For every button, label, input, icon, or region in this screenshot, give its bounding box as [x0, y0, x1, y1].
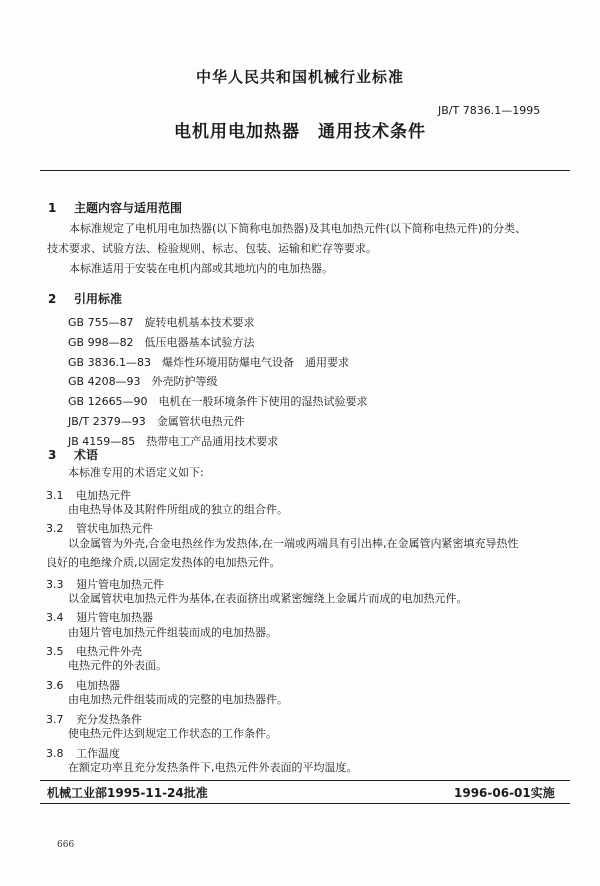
- reference-item: GB 998—82 低压电器基本试验方法: [68, 336, 255, 349]
- section-3-heading: 3 术语: [48, 448, 99, 462]
- title-sub: 通用技术条件: [318, 122, 426, 142]
- document-title: [0, 117, 600, 142]
- term-3-8-heading: 3.8 工作温度: [46, 747, 120, 760]
- reference-item: GB 755—87 旋转电机基本技术要求: [68, 316, 255, 329]
- term-3-5-heading: 3.5 电热元件外壳: [46, 645, 142, 658]
- term-3-7-definition: 使电热元件达到规定工作状态的工作条件。: [68, 727, 277, 740]
- footer-bottom-rule: [40, 803, 570, 804]
- standard-number: JB/T 7836.1—1995: [438, 104, 541, 117]
- term-3-2-definition-line2: 良好的电绝缘介质,以固定发热体的电加热元件。: [46, 556, 281, 569]
- header-rule: [40, 170, 570, 171]
- term-3-4-heading: 3.4 翅片管电加热器: [46, 611, 153, 624]
- term-3-7-heading: 3.7 充分发热条件: [46, 713, 142, 726]
- term-3-4-definition: 由翅片管电加热元件组装而成的电加热器。: [68, 626, 277, 639]
- term-3-6-heading: 3.6 电加热器: [46, 679, 120, 692]
- reference-item: GB 4208—93 外壳防护等级: [68, 375, 218, 388]
- reference-item: JB 4159—85 热带电工产品通用技术要求: [68, 435, 279, 448]
- term-3-5-definition: 电热元件的外表面。: [68, 659, 167, 672]
- term-3-1-heading: 3.1 电加热元件: [46, 489, 131, 502]
- term-3-2-heading: 3.2 管状电加热元件: [46, 522, 153, 535]
- section-2-heading: 2 引用标准: [48, 292, 123, 306]
- term-3-1-definition: 由电热导体及其附件所组成的独立的组合件。: [68, 503, 288, 516]
- term-3-2-definition-line1: 以金属管为外壳,合金电热丝作为发热体,在一端或两端具有引出棒,在金属管内紧密填充导热性: [68, 537, 519, 550]
- footer-rule: [40, 780, 570, 781]
- section-1-para2: 本标准适用于安装在电机内部或其地坑内的电加热器。: [69, 262, 333, 275]
- reference-item: GB 12665—90 电机在一般环境条件下使用的湿热试验要求: [68, 395, 368, 408]
- page-number: 666: [57, 840, 75, 850]
- term-3-3-definition: 以金属管状电加热元件为基体,在表面挤出或紧密缠绕上金属片而成的电加热元件。: [68, 592, 468, 605]
- issuing-organization: 中华人民共和国机械行业标准: [195, 68, 404, 86]
- section-1-para1-line2: 技术要求、试验方法、检验规则、标志、包装、运输和贮存等要求。: [47, 242, 377, 255]
- reference-item: JB/T 2379—93 金属管状电热元件: [68, 415, 245, 428]
- section-3-intro: 本标准专用的术语定义如下:: [68, 466, 204, 479]
- approval-date: 机械工业部1995-11-24批准: [47, 786, 208, 800]
- reference-item: GB 3836.1—83 爆炸性环境用防爆电气设备 通用要求: [68, 356, 350, 369]
- term-3-8-definition: 在额定功率且充分发热条件下,电热元件外表面的平均温度。: [68, 761, 358, 774]
- title-main: 电机用电加热器: [174, 122, 300, 142]
- section-1-heading: 1 主题内容与适用范围: [48, 201, 183, 215]
- term-3-6-definition: 由电加热元件组装而成的完整的电加热器件。: [68, 693, 288, 706]
- implementation-date: 1996-06-01实施: [454, 786, 555, 800]
- section-1-para1-line1: 本标准规定了电机用电加热器(以下简称电加热器)及其电加热元件(以下简称电热元件)的分类、: [69, 222, 527, 235]
- term-3-3-heading: 3.3 翅片管电加热元件: [46, 578, 164, 591]
